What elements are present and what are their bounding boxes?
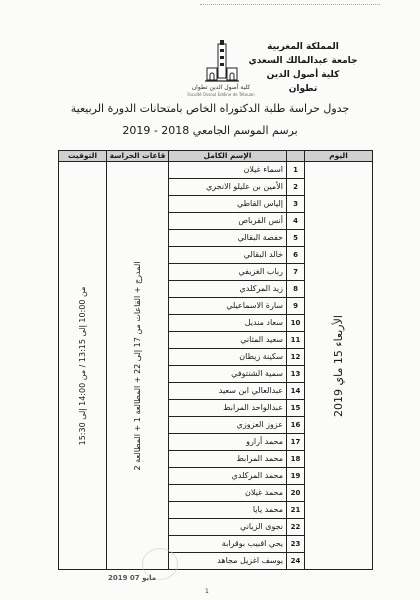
student-name: خالد البقالي <box>169 247 287 264</box>
header-number <box>287 151 305 162</box>
row-number: 9 <box>287 298 305 315</box>
student-name: إلياس القاطي <box>169 196 287 213</box>
halls-text: المدرج + القاعات من 17 إلى 22 + المطالعة 1 + المطالعة 2 <box>132 260 142 471</box>
row-number: 24 <box>287 553 305 570</box>
student-name: يحي اقبيب بوقرابة <box>169 536 287 553</box>
student-name: محمد المرابط <box>169 451 287 468</box>
student-name: عبدالعالي ابن سعيد <box>169 383 287 400</box>
student-name: محمد غيلان <box>169 485 287 502</box>
student-name: محمد يايا <box>169 502 287 519</box>
student-name: الأمين بن عليلو الانجري <box>169 179 287 196</box>
row-number: 6 <box>287 247 305 264</box>
institution-line: جامعة عبدالمالك السعدي <box>248 56 358 66</box>
faculty-logo-icon <box>203 38 241 90</box>
institution-line: تطوان <box>288 84 318 94</box>
timing-cell <box>59 162 107 570</box>
header-name: الإسم الكامل <box>169 151 287 162</box>
logo-caption: كلية أصول الدين تطوان <box>191 84 251 91</box>
table-body <box>59 162 373 570</box>
student-name: سارة الاسماعيلي <box>169 298 287 315</box>
student-name: نجوى الزياني <box>169 519 287 536</box>
top-edge-line <box>200 0 380 5</box>
table-row <box>59 162 373 179</box>
schedule-table <box>58 150 373 570</box>
student-name: عبدالواحد المرابط <box>169 400 287 417</box>
logo-caption-latin: Faculté Ossoul Eddine de Tétouan <box>187 92 255 97</box>
student-name: حفصة البقالي <box>169 230 287 247</box>
student-name: زيد المركلدي <box>169 281 287 298</box>
timing-text: من 10:00 إلى 13:15 / من 14:00 إلى 15:30 <box>77 286 87 445</box>
row-number: 17 <box>287 434 305 451</box>
row-number: 8 <box>287 281 305 298</box>
student-name: اسماء غيلان <box>169 162 287 179</box>
row-number: 19 <box>287 468 305 485</box>
student-name: محمد أرارو <box>169 434 287 451</box>
page-number: 1 <box>205 588 209 595</box>
header-day: اليوم <box>305 151 373 162</box>
row-number: 2 <box>287 179 305 196</box>
row-number: 13 <box>287 366 305 383</box>
row-number: 1 <box>287 162 305 179</box>
row-number: 15 <box>287 400 305 417</box>
row-number: 23 <box>287 536 305 553</box>
student-name: سكينة زيطان <box>169 349 287 366</box>
footer-date: 2019 مايو 07 <box>108 574 157 582</box>
row-number: 18 <box>287 451 305 468</box>
day-text: الأربعاء 15 ماي 2019 <box>331 314 345 417</box>
halls-cell <box>107 162 169 570</box>
row-number: 3 <box>287 196 305 213</box>
row-number: 7 <box>287 264 305 281</box>
student-name: سعيد المثاني <box>169 332 287 349</box>
row-number: 5 <box>287 230 305 247</box>
student-name: أنس القرباص <box>169 213 287 230</box>
table-header-row <box>59 151 373 162</box>
student-name: سمية الشنتوفي <box>169 366 287 383</box>
row-number: 10 <box>287 315 305 332</box>
row-number: 20 <box>287 485 305 502</box>
student-name: رباب الغزيفي <box>169 264 287 281</box>
student-name: عزوز العزوزي <box>169 417 287 434</box>
row-number: 12 <box>287 349 305 366</box>
student-name: سعاد منديل <box>169 315 287 332</box>
row-number: 16 <box>287 417 305 434</box>
institution-line: كلية أصول الدين <box>266 70 340 80</box>
document-title: جدول حراسة طلبة الدكتوراه الخاص بامتحانات الدورة الربيعية <box>70 102 350 115</box>
institution-block <box>248 40 358 96</box>
institution-line: المملكة المغربية <box>267 42 339 52</box>
day-cell <box>305 162 373 570</box>
header-halls: قاعات الحراسة <box>107 151 169 162</box>
document-subtitle: برسم الموسم الجامعي 2018 - 2019 <box>122 124 298 137</box>
row-number: 4 <box>287 213 305 230</box>
student-name: يوسف اغزيل مجاهد <box>169 553 287 570</box>
header-timing: التوقيت <box>59 151 107 162</box>
row-number: 11 <box>287 332 305 349</box>
row-number: 14 <box>287 383 305 400</box>
student-name: محمد المركلدي <box>169 468 287 485</box>
row-number: 21 <box>287 502 305 519</box>
row-number: 22 <box>287 519 305 536</box>
